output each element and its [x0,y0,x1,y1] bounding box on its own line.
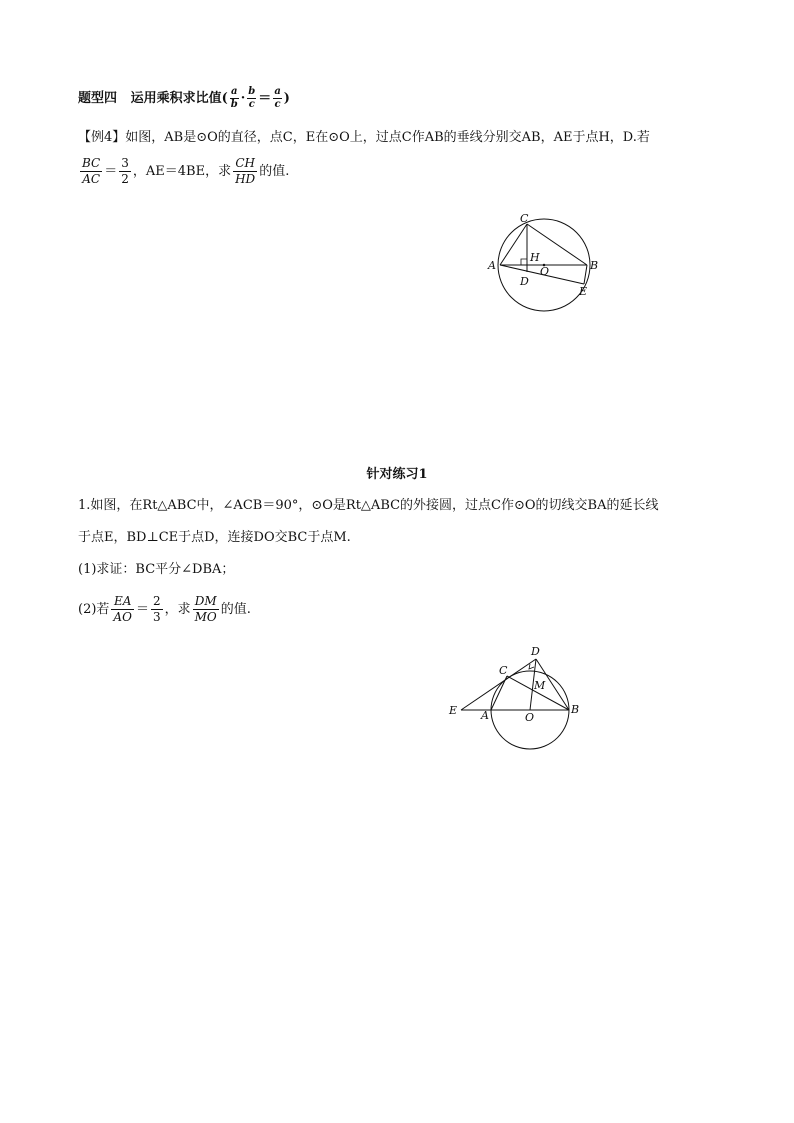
practice-title: 针对练习1 [366,467,428,482]
example-text-1: 如图，AB是⊙O的直径，点C，E在⊙O上，过点C作AB的垂线分别交AB，AE于点H，D.若 [125,130,650,145]
practice-figure [445,640,590,755]
heading-fraction-3: $\frac{a}{c}$ [274,86,281,110]
label-b: B [571,703,580,716]
practice-line2: 于点E，BD⊥CE于点D，连接DO交BC于点M. [78,530,351,545]
heading-paren-open: ( [221,91,228,106]
q2-fraction-ea-ao: $\frac{EA}{AO}$ [113,594,132,624]
practice-question-1: (1)求证：BC平分∠DBA； [78,562,235,577]
example-figure [480,206,610,321]
example-fraction-ch-hd: $\frac{CH}{HD}$ [235,156,256,186]
practice-question-2 [78,594,251,625]
example-condition: ，AE＝4BE，求 [132,164,232,179]
label-a: A [481,709,489,722]
label-d: D [531,645,540,658]
label-m: M [534,679,546,692]
q2-mid: ，求 [164,602,191,617]
example-fraction-bc-ac: $\frac{BC}{AC}$ [82,156,101,186]
right-angle-mark [521,259,527,265]
example-tag: 【例4】 [78,130,126,145]
label-b: B [590,259,599,272]
q2-fraction-dm-mo: $\frac{DM}{MO}$ [194,594,217,624]
q2-prefix: (2)若 [78,602,110,617]
label-c: C [499,664,508,677]
heading-paren-close: ) [283,91,290,106]
label-c: C [520,212,529,225]
example-tail: 的值. [259,164,290,179]
example-equals: ＝ [104,164,118,179]
heading-fraction-1: $\frac{a}{b}$ [230,86,238,110]
heading-fraction-2: $\frac{b}{c}$ [248,86,256,110]
heading-title: 运用乘积求比值 [130,91,222,106]
q2-tail: 的值. [220,602,251,617]
example-statement-line2 [78,156,289,187]
q2-fraction-2-3: $\frac{2}{3}$ [152,594,161,624]
heading-label: 题型四 [78,91,118,106]
section-heading [78,86,290,111]
example-statement-line1 [78,128,650,148]
label-e: E [579,285,588,298]
label-o: O [525,711,535,724]
right-angle-mark [529,664,534,669]
label-o: O [540,265,550,278]
heading-dot: · [240,91,246,106]
practice-line1: 1.如图，在Rt△ABC中，∠ACB＝90°，⊙O是Rt△ABC的外接圆，过点C作⊙O的切线交BA的延长线 [78,498,659,513]
q2-equals: ＝ [135,602,149,617]
example-fraction-3-2: $\frac{3}{2}$ [121,156,129,186]
heading-equals: ＝ [258,91,272,106]
label-e: E [449,704,458,717]
label-a: A [488,259,496,272]
label-d: D [520,275,529,288]
label-h: H [530,251,540,264]
chord-ca [491,676,507,710]
